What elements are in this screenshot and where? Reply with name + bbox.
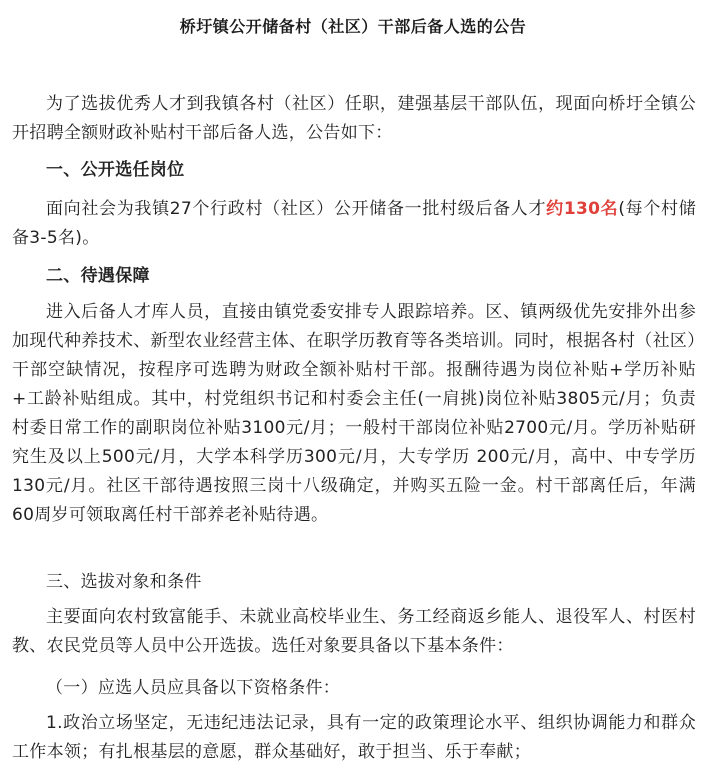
section3-paragraph: 主要面向农村致富能手、未就业高校毕业生、务工经商返乡能人、退役军人、村医村教、农民党员等人员中公开选拔。选任对象要具备以下基本条件： (12, 607, 696, 656)
section1-highlight: 约130名 (546, 199, 619, 219)
section2-paragraph: 进入后备人才库人员，直接由镇党委安排专人跟踪培养。区、镇两级优先安排外出参加现代种养技术、新型农业经营主体、在职学历教育等各类培训。同时，根据各村（社区）干部空缺情况，按程序可选聘为财政全额补贴村干部。报酬待遇为岗位补贴+学历补贴+工龄补贴组成。其中，村党组织书记和村委会主任(一肩挑)岗位补贴3805元/月；负责村委日常工作的副职岗位补贴3100元/月；一般村干部岗位补贴2700元/月。学历补贴研究生及以上500元/月，大学本科学历300元/月，大专学历 200元/月，高中、中专学历130元/月。社区干部待遇按照三岗十八级确定，并购买五险一金。村干部离任后，年满60周岁可领取离任村干部养老补贴待遇。 (12, 302, 696, 525)
page-title: 桥圩镇公开储备村（社区）干部后备人选的公告 (179, 17, 527, 36)
section3-heading: 三、选拔对象和条件 (46, 572, 202, 592)
section3-item-1: 1.政治立场坚定，无违纪违法记录，具有一定的政策理论水平、组织协调能力和群众工作本领；有扎根基层的意愿，群众基础好，敢于担当、乐于奉献； (12, 713, 696, 762)
section1-text-before: 面向社会为我镇27个行政村（社区）公开储备一批村级后备人才 (46, 199, 547, 219)
section3-subheading: （一）应选人员应具备以下资格条件： (46, 678, 341, 698)
intro-paragraph: 为了选拔优秀人才到我镇各村（社区）任职，建强基层干部队伍，现面向桥圩全镇公开招聘全额财政补贴村干部后备人选，公告如下： (12, 94, 696, 143)
section1-text-after: (每个村储备3-5名)。 (12, 199, 696, 248)
section1-paragraph (12, 195, 696, 253)
section1-heading: 一、公开选任岗位 (46, 160, 185, 180)
section2-heading: 二、待遇保障 (46, 266, 150, 286)
